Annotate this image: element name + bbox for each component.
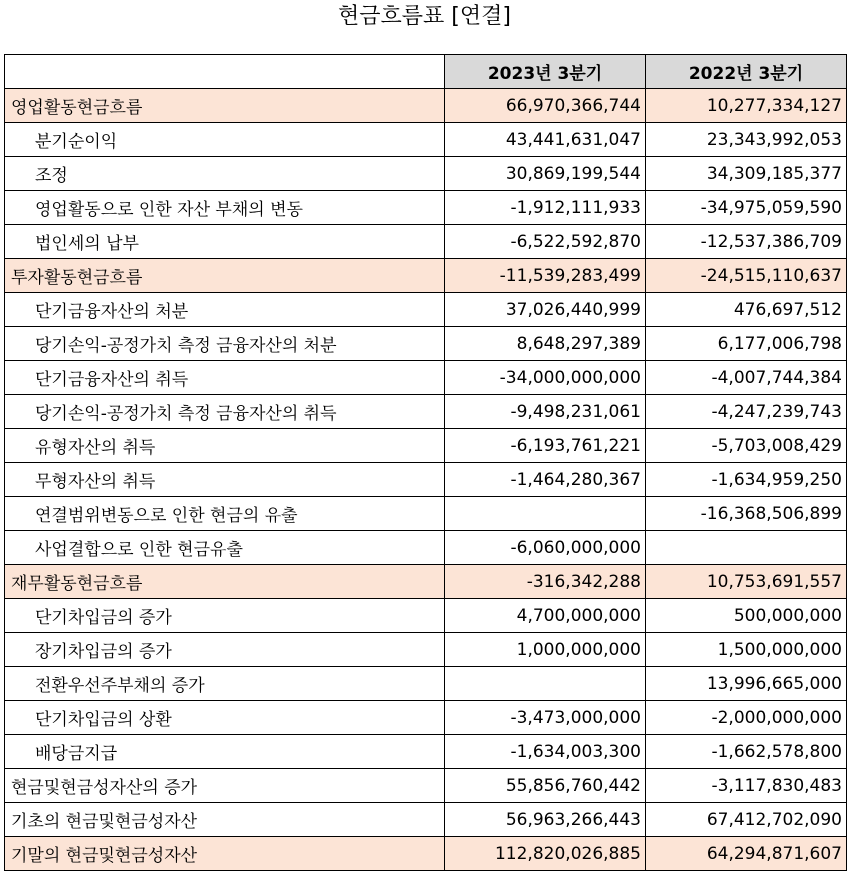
row-label: 기말의 현금및현금성자산 [5, 837, 445, 871]
table-row [5, 701, 847, 735]
value-2023-q3 [445, 497, 646, 531]
row-label: 조정 [5, 157, 445, 191]
value-2023-q3: -1,634,003,300 [445, 735, 646, 769]
table-row [5, 803, 847, 837]
value-2022-q3: 64,294,871,607 [646, 837, 847, 871]
row-label: 기초의 현금및현금성자산 [5, 803, 445, 837]
table-row [5, 497, 847, 531]
value-2023-q3: 56,963,266,443 [445, 803, 646, 837]
row-label: 영업활동현금흐름 [5, 89, 445, 123]
table-body [5, 89, 847, 871]
header-2022-q3: 2022년 3분기 [646, 55, 847, 89]
value-2022-q3: 1,500,000,000 [646, 633, 847, 667]
table-header-row [5, 55, 847, 89]
value-2022-q3: -4,247,239,743 [646, 395, 847, 429]
value-2022-q3: -2,000,000,000 [646, 701, 847, 735]
table-row [5, 531, 847, 565]
row-label: 단기금융자산의 취득 [5, 361, 445, 395]
value-2022-q3 [646, 531, 847, 565]
table-row [5, 463, 847, 497]
value-2023-q3: 8,648,297,389 [445, 327, 646, 361]
row-label: 단기차입금의 상환 [5, 701, 445, 735]
value-2023-q3: -6,193,761,221 [445, 429, 646, 463]
row-label: 단기차입금의 증가 [5, 599, 445, 633]
value-2022-q3: -24,515,110,637 [646, 259, 847, 293]
value-2023-q3: 43,441,631,047 [445, 123, 646, 157]
value-2022-q3: -1,634,959,250 [646, 463, 847, 497]
table-row [5, 327, 847, 361]
value-2023-q3: -9,498,231,061 [445, 395, 646, 429]
section-row [5, 837, 847, 871]
value-2023-q3: -34,000,000,000 [445, 361, 646, 395]
value-2023-q3: 112,820,026,885 [445, 837, 646, 871]
value-2023-q3: -11,539,283,499 [445, 259, 646, 293]
value-2022-q3: 6,177,006,798 [646, 327, 847, 361]
value-2023-q3: -3,473,000,000 [445, 701, 646, 735]
row-label: 연결범위변동으로 인한 현금의 유출 [5, 497, 445, 531]
header-2023-q3: 2023년 3분기 [445, 55, 646, 89]
row-label: 전환우선주부채의 증가 [5, 667, 445, 701]
value-2023-q3: -1,912,111,933 [445, 191, 646, 225]
row-label: 당기손익-공정가치 측정 금융자산의 취득 [5, 395, 445, 429]
cash-flow-table [4, 54, 847, 871]
value-2022-q3: -4,007,744,384 [646, 361, 847, 395]
value-2022-q3: 476,697,512 [646, 293, 847, 327]
table-row [5, 735, 847, 769]
value-2022-q3: 23,343,992,053 [646, 123, 847, 157]
table-row [5, 599, 847, 633]
table-row [5, 429, 847, 463]
row-label: 유형자산의 취득 [5, 429, 445, 463]
table-row [5, 769, 847, 803]
row-label: 배당금지급 [5, 735, 445, 769]
row-label: 현금및현금성자산의 증가 [5, 769, 445, 803]
value-2023-q3: 30,869,199,544 [445, 157, 646, 191]
row-label: 단기금융자산의 처분 [5, 293, 445, 327]
section-row [5, 89, 847, 123]
value-2023-q3: -6,060,000,000 [445, 531, 646, 565]
value-2022-q3: -34,975,059,590 [646, 191, 847, 225]
row-label: 장기차입금의 증가 [5, 633, 445, 667]
value-2022-q3: 34,309,185,377 [646, 157, 847, 191]
value-2023-q3: -1,464,280,367 [445, 463, 646, 497]
table-row [5, 225, 847, 259]
section-row [5, 565, 847, 599]
value-2022-q3: 10,753,691,557 [646, 565, 847, 599]
value-2022-q3: 67,412,702,090 [646, 803, 847, 837]
value-2023-q3: 66,970,366,744 [445, 89, 646, 123]
value-2023-q3: 55,856,760,442 [445, 769, 646, 803]
value-2022-q3: -5,703,008,429 [646, 429, 847, 463]
value-2023-q3: 4,700,000,000 [445, 599, 646, 633]
row-label: 영업활동으로 인한 자산 부채의 변동 [5, 191, 445, 225]
row-label: 법인세의 납부 [5, 225, 445, 259]
value-2022-q3: 500,000,000 [646, 599, 847, 633]
section-row [5, 259, 847, 293]
value-2023-q3: 37,026,440,999 [445, 293, 646, 327]
table-row [5, 633, 847, 667]
value-2022-q3: 10,277,334,127 [646, 89, 847, 123]
row-label: 당기손익-공정가치 측정 금융자산의 처분 [5, 327, 445, 361]
row-label: 재무활동현금흐름 [5, 565, 445, 599]
value-2022-q3: -16,368,506,899 [646, 497, 847, 531]
table-row [5, 191, 847, 225]
value-2023-q3: 1,000,000,000 [445, 633, 646, 667]
table-row [5, 361, 847, 395]
table-row [5, 293, 847, 327]
value-2022-q3: -1,662,578,800 [646, 735, 847, 769]
value-2022-q3: -3,117,830,483 [646, 769, 847, 803]
row-label: 무형자산의 취득 [5, 463, 445, 497]
row-label: 사업결합으로 인한 현금유출 [5, 531, 445, 565]
row-label: 분기순이익 [5, 123, 445, 157]
value-2022-q3: 13,996,665,000 [646, 667, 847, 701]
value-2023-q3: -316,342,288 [445, 565, 646, 599]
value-2023-q3 [445, 667, 646, 701]
value-2022-q3: -12,537,386,709 [646, 225, 847, 259]
table-row [5, 123, 847, 157]
table-row [5, 395, 847, 429]
page-title: 현금흐름표 [연결] [338, 4, 511, 29]
value-2023-q3: -6,522,592,870 [445, 225, 646, 259]
table-row [5, 667, 847, 701]
row-label: 투자활동현금흐름 [5, 259, 445, 293]
header-label-column [5, 55, 445, 89]
table-row [5, 157, 847, 191]
